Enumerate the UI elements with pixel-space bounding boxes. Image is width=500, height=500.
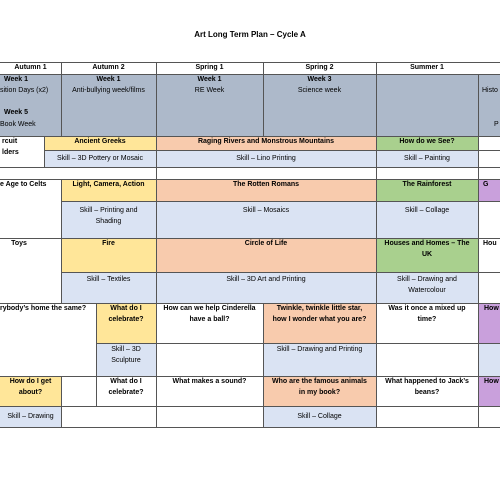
- topic-what-do-i-celebrate: What do I celebrate?: [96, 303, 156, 343]
- term-autumn-1: Autumn 1: [14, 64, 47, 71]
- grid-line: [0, 238, 500, 239]
- header-autumn-1-transition: sition Days (x2): [0, 87, 49, 94]
- skill-pottery: Skill – 3D Pottery or Mosaic: [44, 150, 156, 167]
- topic-everybody-home: rybody’s home the same?: [0, 305, 87, 312]
- term-spring-1: Spring 1: [195, 64, 224, 71]
- grid-line: [0, 179, 500, 180]
- topic-ancient-greeks: Ancient Greeks: [44, 136, 156, 150]
- topic-houses-and-homes: Houses and Homes – The UK: [376, 238, 478, 272]
- skill-summer-2-row4: [478, 343, 500, 376]
- term-spring-2: Spring 2: [305, 64, 334, 71]
- skill-3d-art-printing: Skill – 3D Art and Printing: [156, 272, 376, 303]
- grid-line: [61, 201, 500, 202]
- header-summer-1-cell: [376, 74, 478, 136]
- topic-twinkle-star: Twinkle, twinkle little star, how I wonder what you are?: [263, 303, 376, 343]
- skill-collage-rainforest: Skill – Collage: [376, 201, 478, 238]
- grid-line: [44, 136, 45, 167]
- grid-line: [0, 62, 500, 63]
- grid-line: [0, 167, 500, 168]
- header-autumn-1-book: Book Week: [0, 121, 36, 128]
- topic-mixed-up-time: Was it once a mixed up time?: [388, 305, 466, 323]
- topic-rotten-romans: The Rotten Romans: [156, 179, 376, 201]
- topic-summer-2-how-row5: How: [478, 376, 500, 406]
- grid-line: [263, 303, 264, 427]
- topic-toys: Toys: [11, 240, 27, 247]
- grid-line: [61, 179, 62, 303]
- topic-what-do-i-celebrate-2: What do I celebrate?: [108, 378, 144, 396]
- header-spring-1-week1: Week 1: [197, 76, 222, 83]
- header-spring-2-science: Science week: [297, 87, 342, 94]
- topic-summer-2-g: G: [478, 179, 500, 201]
- grid-line: [0, 74, 500, 75]
- page-title: Art Long Term Plan – Cycle A: [194, 30, 306, 39]
- topic-summer-2-how-row4: How: [478, 303, 500, 343]
- header-autumn-2-anti: Anti-bullying week/films: [72, 87, 145, 94]
- grid-line: [263, 62, 264, 136]
- topic-jacks-beans: What happened to Jack’s beans?: [385, 378, 469, 396]
- grid-line: [44, 150, 500, 151]
- skill-3d-sculpture: Skill – 3D Sculpture: [96, 343, 156, 376]
- grid-line: [96, 303, 97, 406]
- skill-drawing-watercolour: Skill – Drawing and Watercolour: [376, 272, 478, 303]
- grid-line: [0, 406, 500, 407]
- topic-rainforest: The Rainforest: [376, 179, 478, 201]
- topic-circuit-builders: rcuit lders: [2, 138, 19, 156]
- skill-collage-animals: Skill – Collage: [263, 406, 376, 427]
- header-autumn-1-week5: Week 5: [4, 109, 28, 116]
- grid-line: [0, 303, 500, 304]
- grid-line: [156, 62, 157, 427]
- header-spring-1-re: RE Week: [194, 87, 225, 94]
- skill-textiles: Skill – Textiles: [61, 272, 156, 303]
- grid-line: [0, 427, 500, 428]
- topic-how-do-we-see: How do we See?: [376, 136, 478, 150]
- skill-mosaics: Skill – Mosaics: [156, 201, 376, 238]
- header-autumn-1-week1: Week 1: [4, 76, 28, 83]
- plan-table: [0, 62, 500, 432]
- skill-drawing-printing: Skill – Drawing and Printing: [263, 343, 376, 376]
- grid-line: [61, 62, 62, 136]
- header-spring-2-week3: Week 3: [307, 76, 332, 83]
- header-summer-2-histo: Histo: [482, 87, 498, 94]
- topic-cinderella: How can we help Cinderella have a ball?: [163, 305, 256, 323]
- term-autumn-2: Autumn 2: [92, 64, 125, 71]
- skill-drawing: Skill – Drawing: [0, 406, 61, 427]
- topic-stone-age-to-celts: e Age to Celts: [0, 181, 47, 188]
- topic-how-do-i-get-about: How do I get about?: [0, 376, 61, 406]
- skill-painting: Skill – Painting: [376, 150, 478, 167]
- topic-light-camera-action: Light, Camera, Action: [61, 179, 156, 201]
- grid-line: [376, 62, 377, 427]
- header-summer-2-p: P: [494, 121, 499, 128]
- skill-printing-shading: Skill – Printing and Shading: [61, 201, 156, 238]
- header-autumn-2-week1: Week 1: [96, 76, 121, 83]
- grid-line: [478, 74, 479, 427]
- skill-lino: Skill – Lino Printing: [156, 150, 376, 167]
- topic-famous-animals: Who are the famous animals in my book?: [263, 376, 376, 406]
- topic-summer-2-hou: Hou: [483, 240, 497, 247]
- topic-what-makes-a-sound: What makes a sound?: [172, 378, 247, 385]
- grid-line: [0, 136, 500, 137]
- term-summer-1: Summer 1: [410, 64, 444, 71]
- topic-fire: Fire: [61, 238, 156, 272]
- topic-raging-rivers: Raging Rivers and Monstrous Mountains: [156, 136, 376, 150]
- topic-circle-of-life: Circle of Life: [156, 238, 376, 272]
- grid-line: [61, 272, 500, 273]
- grid-line: [0, 376, 500, 377]
- grid-line: [61, 376, 62, 427]
